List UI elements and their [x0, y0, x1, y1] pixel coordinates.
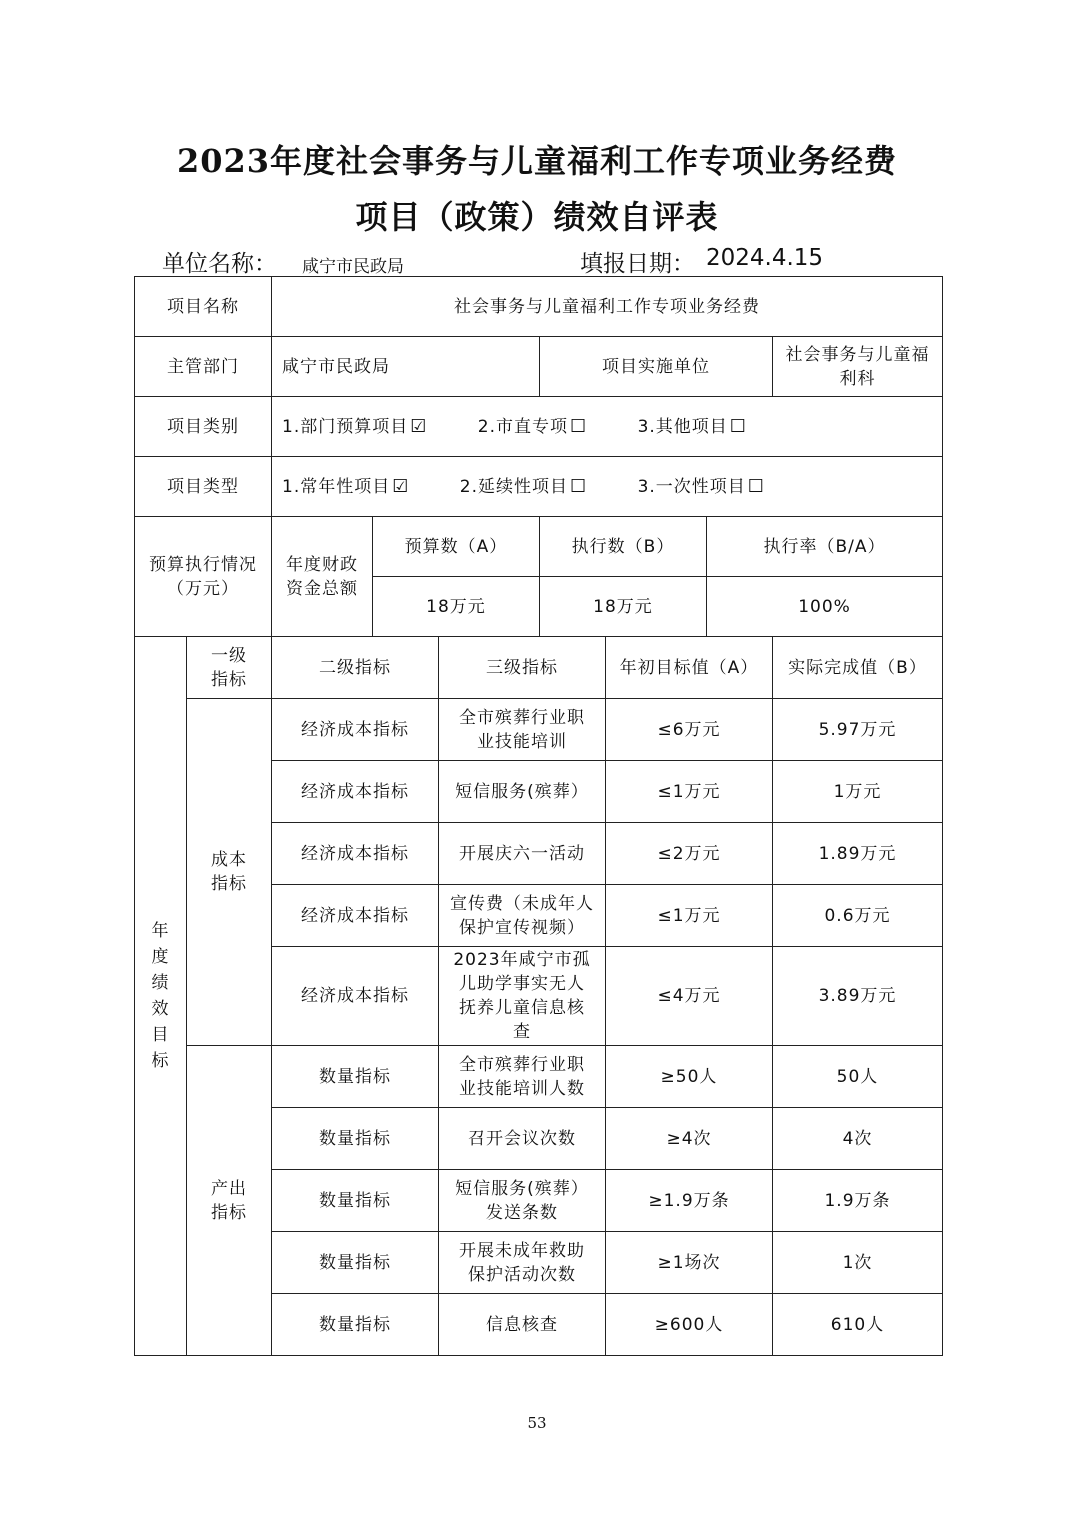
cell-line: 保护宣传视频）: [459, 917, 585, 938]
option-label: 1.部门预算项目: [282, 416, 409, 437]
cost-indicator-label: [187, 699, 272, 1046]
table-row: [135, 1046, 943, 1108]
side-label-char: 度: [151, 947, 170, 967]
category-row: [135, 397, 943, 457]
level2-indicator-header: 二级指标: [272, 637, 439, 699]
project-name-label: 项目名称: [135, 277, 272, 337]
annual-fund-total-label: [272, 517, 373, 637]
report-date-label: 填报日期：: [580, 251, 695, 277]
executed-amount-header: 执行数（B）: [540, 517, 707, 577]
unit-name-value: 咸宁市民政局: [302, 257, 404, 277]
level2-cell: 经济成本指标: [272, 947, 439, 1046]
budget-label-line: （万元）: [167, 578, 239, 599]
type-row: [135, 457, 943, 517]
budget-amount-header: 预算数（A）: [373, 517, 540, 577]
target-cell: ≥1.9万条: [606, 1170, 773, 1232]
option-label: 2.延续性项目: [459, 476, 569, 497]
cell-line: 全市殡葬行业职: [459, 707, 585, 728]
level3-cell: [439, 699, 606, 761]
unchecked-box-icon: ☐: [570, 415, 588, 437]
impl-unit-value: 社会事务与儿童福利科: [773, 337, 943, 397]
option-label: 3.一次性项目: [637, 476, 746, 497]
header-line: 指标: [211, 669, 247, 690]
page-number: 53: [527, 1414, 547, 1432]
project-name-row: [135, 277, 943, 337]
level2-cell: 数量指标: [272, 1170, 439, 1232]
level3-cell: [439, 947, 606, 1046]
target-cell: ≤1万元: [606, 761, 773, 823]
level3-cell: [439, 1170, 606, 1232]
document-title-line-1: 2023年度社会事务与儿童福利工作专项业务经费: [176, 142, 898, 180]
level2-cell: 数量指标: [272, 1046, 439, 1108]
actual-cell: 3.89万元: [773, 947, 943, 1046]
table-row: [135, 699, 943, 761]
side-label-char: 绩: [151, 973, 170, 993]
cell-line: 开展未成年救助: [459, 1240, 585, 1261]
checked-box-icon: ☑: [410, 415, 428, 437]
type-label: 项目类型: [135, 457, 272, 517]
budget-header-row: [135, 517, 943, 577]
label-line: 成本: [211, 850, 247, 870]
level3-cell: [439, 1046, 606, 1108]
header-line: 一级: [211, 645, 247, 666]
cell-line: 开展庆六一活动: [459, 843, 585, 864]
self-evaluation-table: [134, 276, 943, 1356]
level2-cell: 经济成本指标: [272, 823, 439, 885]
level2-cell: 经济成本指标: [272, 761, 439, 823]
checked-box-icon: ☑: [392, 475, 410, 497]
goals-header-row: [135, 637, 943, 699]
dept-value: 咸宁市民政局: [272, 337, 540, 397]
actual-cell: 50人: [773, 1046, 943, 1108]
target-cell: ≥1场次: [606, 1232, 773, 1294]
unchecked-box-icon: ☐: [747, 475, 765, 497]
budget-amount-value: 18万元: [373, 577, 540, 637]
label-line: 指标: [211, 1202, 247, 1223]
cell-line: 业技能培训人数: [459, 1078, 585, 1099]
actual-cell: 1次: [773, 1232, 943, 1294]
type-option-2: [460, 477, 587, 497]
level3-cell: [439, 1232, 606, 1294]
cell-line: 儿助学事实无人: [459, 974, 585, 994]
executed-amount-value: 18万元: [540, 577, 707, 637]
level3-cell: [439, 823, 606, 885]
project-name-value: 社会事务与儿童福利工作专项业务经费: [272, 277, 943, 337]
level3-indicator-header: 三级指标: [439, 637, 606, 699]
cell-line: 宣传费（未成年人: [450, 893, 594, 914]
target-cell: ≥600人: [606, 1294, 773, 1356]
level3-cell: [439, 1108, 606, 1170]
label-line: 指标: [211, 874, 247, 894]
actual-cell: 1.89万元: [773, 823, 943, 885]
cell-line: 全市殡葬行业职: [459, 1054, 585, 1075]
output-indicator-label: [187, 1046, 272, 1356]
type-option-1: [282, 477, 409, 497]
side-label-char: 年: [151, 921, 170, 941]
level2-cell: 经济成本指标: [272, 699, 439, 761]
cell-line: 信息核查: [486, 1314, 558, 1335]
level2-cell: 数量指标: [272, 1232, 439, 1294]
actual-cell: 1万元: [773, 761, 943, 823]
label-line: 产出: [211, 1178, 247, 1199]
fund-label-line: 年度财政: [286, 554, 358, 575]
unit-name-label: 单位名称：: [162, 251, 277, 277]
level2-cell: 数量指标: [272, 1108, 439, 1170]
level3-cell: [439, 761, 606, 823]
option-label: 3.其他项目: [637, 416, 728, 437]
category-option-3: [638, 417, 747, 437]
target-cell: ≥50人: [606, 1046, 773, 1108]
option-label: 1.常年性项目: [282, 476, 391, 497]
department-row: [135, 337, 943, 397]
actual-cell: 610人: [773, 1294, 943, 1356]
cell-line: 短信服务(殡葬）: [455, 781, 589, 802]
unchecked-box-icon: ☐: [729, 415, 747, 437]
execution-rate-value: 100%: [707, 577, 943, 637]
level2-cell: 数量指标: [272, 1294, 439, 1356]
cell-line: 召开会议次数: [468, 1128, 576, 1149]
level1-indicator-header: [187, 637, 272, 699]
target-value-header: 年初目标值（A）: [606, 637, 773, 699]
category-option-2: [478, 417, 587, 437]
level3-cell: [439, 885, 606, 947]
type-options: [272, 457, 943, 517]
budget-execution-label: [135, 517, 272, 637]
actual-cell: 5.97万元: [773, 699, 943, 761]
cell-line: 抚养儿童信息核: [459, 998, 585, 1018]
side-label-char: 目: [151, 1025, 170, 1045]
side-label-char: 效: [151, 999, 170, 1019]
cell-line: 业技能培训: [477, 731, 567, 752]
category-label: 项目类别: [135, 397, 272, 457]
actual-value-header: 实际完成值（B）: [773, 637, 943, 699]
report-date-value: 2024.4.15: [706, 245, 824, 271]
cell-line: 发送条数: [486, 1202, 558, 1223]
cell-line: 保护活动次数: [468, 1264, 576, 1285]
side-label-char: 标: [151, 1051, 170, 1071]
category-option-1: [282, 417, 427, 437]
cell-line: 查: [513, 1022, 531, 1042]
budget-label-line: 预算执行情况: [149, 554, 257, 575]
actual-cell: 0.6万元: [773, 885, 943, 947]
document-title-line-2: 项目（政策）绩效自评表: [355, 198, 719, 236]
level2-cell: 经济成本指标: [272, 885, 439, 947]
unchecked-box-icon: ☐: [570, 475, 588, 497]
option-label: 2.市直专项: [477, 416, 569, 437]
cell-line: 短信服务(殡葬）: [455, 1178, 589, 1199]
cell-line: 2023年咸宁市孤: [453, 950, 591, 970]
target-cell: ≤6万元: [606, 699, 773, 761]
fund-label-line: 资金总额: [286, 578, 358, 599]
target-cell: ≤4万元: [606, 947, 773, 1046]
impl-unit-label: 项目实施单位: [540, 337, 773, 397]
level3-cell: [439, 1294, 606, 1356]
type-option-3: [638, 477, 765, 497]
category-options: [272, 397, 943, 457]
target-cell: ≤1万元: [606, 885, 773, 947]
target-cell: ≥4次: [606, 1108, 773, 1170]
target-cell: ≤2万元: [606, 823, 773, 885]
execution-rate-header: 执行率（B/A）: [707, 517, 943, 577]
annual-performance-goals-label: [135, 637, 187, 1356]
dept-label: 主管部门: [135, 337, 272, 397]
actual-cell: 1.9万条: [773, 1170, 943, 1232]
actual-cell: 4次: [773, 1108, 943, 1170]
